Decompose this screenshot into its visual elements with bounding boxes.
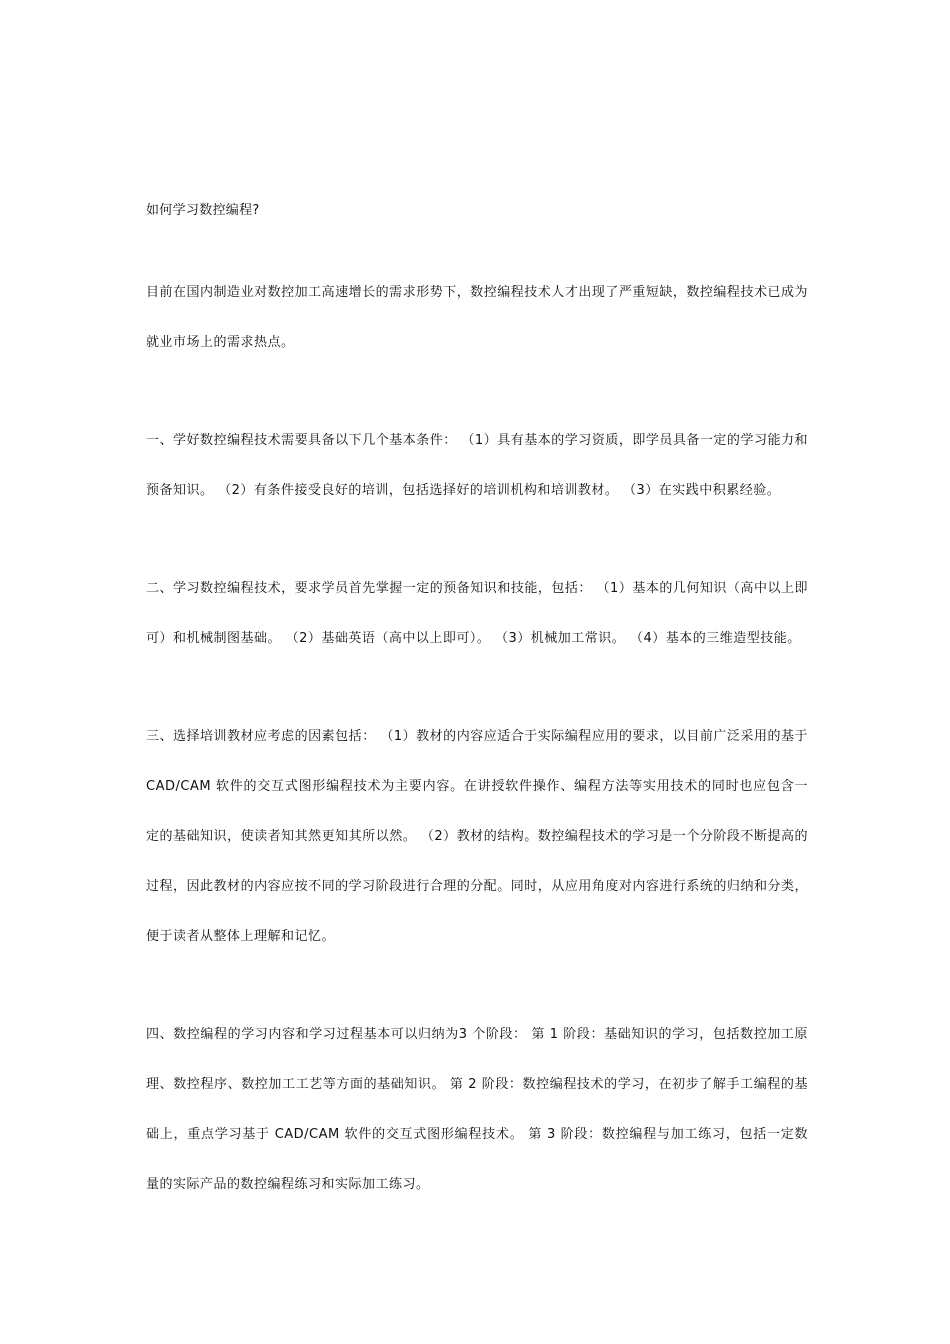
paragraph-section-4: 四、数控编程的学习内容和学习过程基本可以归纳为3 个阶段： 第 1 阶段：基础知识的学习，包括数控加工原理、数控程序、数控加工工艺等方面的基础知识。 第 2 阶段：数控编程技术的学习，在初步了解手工编程的基础上，重点学习基于 CAD/CAM 软件的交互式图形编程技术。 第 3 阶段：数控编程与加工练习，包括一定数量的实际产品的数控编程练习和实际加工练习。 <box>146 1027 808 1192</box>
paragraph-section-3: 三、选择培训教材应考虑的因素包括： （1）教材的内容应适合于实际编程应用的要求，以目前广泛采用的基于 CAD/CAM 软件的交互式图形编程技术为主要内容。在讲授软件操作、编程方法等实用技术的同时也应包含一定的基础知识，使读者知其然更知其所以然。 （2）教材的结构。数控编程技术的学习是一个分阶段不断提高的过程，因此教材的内容应按不同的学习阶段进行合理的分配。同时，从应用角度对内容进行系统的归纳和分类，便于读者从整体上理解和记忆。 <box>146 729 808 944</box>
paragraph-section-1: 一、学好数控编程技术需要具备以下几个基本条件： （1）具有基本的学习资质，即学员具备一定的学习能力和预备知识。 （2）有条件接受良好的培训，包括选择好的培训机构和培训教材。 （3）在实践中积累经验。 <box>146 433 808 498</box>
document-page <box>146 198 808 1210</box>
document-title: 如何学习数控编程? <box>146 203 260 218</box>
paragraph-intro: 目前在国内制造业对数控加工高速增长的需求形势下，数控编程技术人才出现了严重短缺，数控编程技术已成为就业市场上的需求热点。 <box>146 285 808 350</box>
paragraph-section-2: 二、学习数控编程技术，要求学员首先掌握一定的预备知识和技能，包括： （1）基本的几何知识（高中以上即可）和机械制图基础。 （2）基础英语（高中以上即可）。 （3）机械加工常识。 （4）基本的三维造型技能。 <box>146 581 808 646</box>
